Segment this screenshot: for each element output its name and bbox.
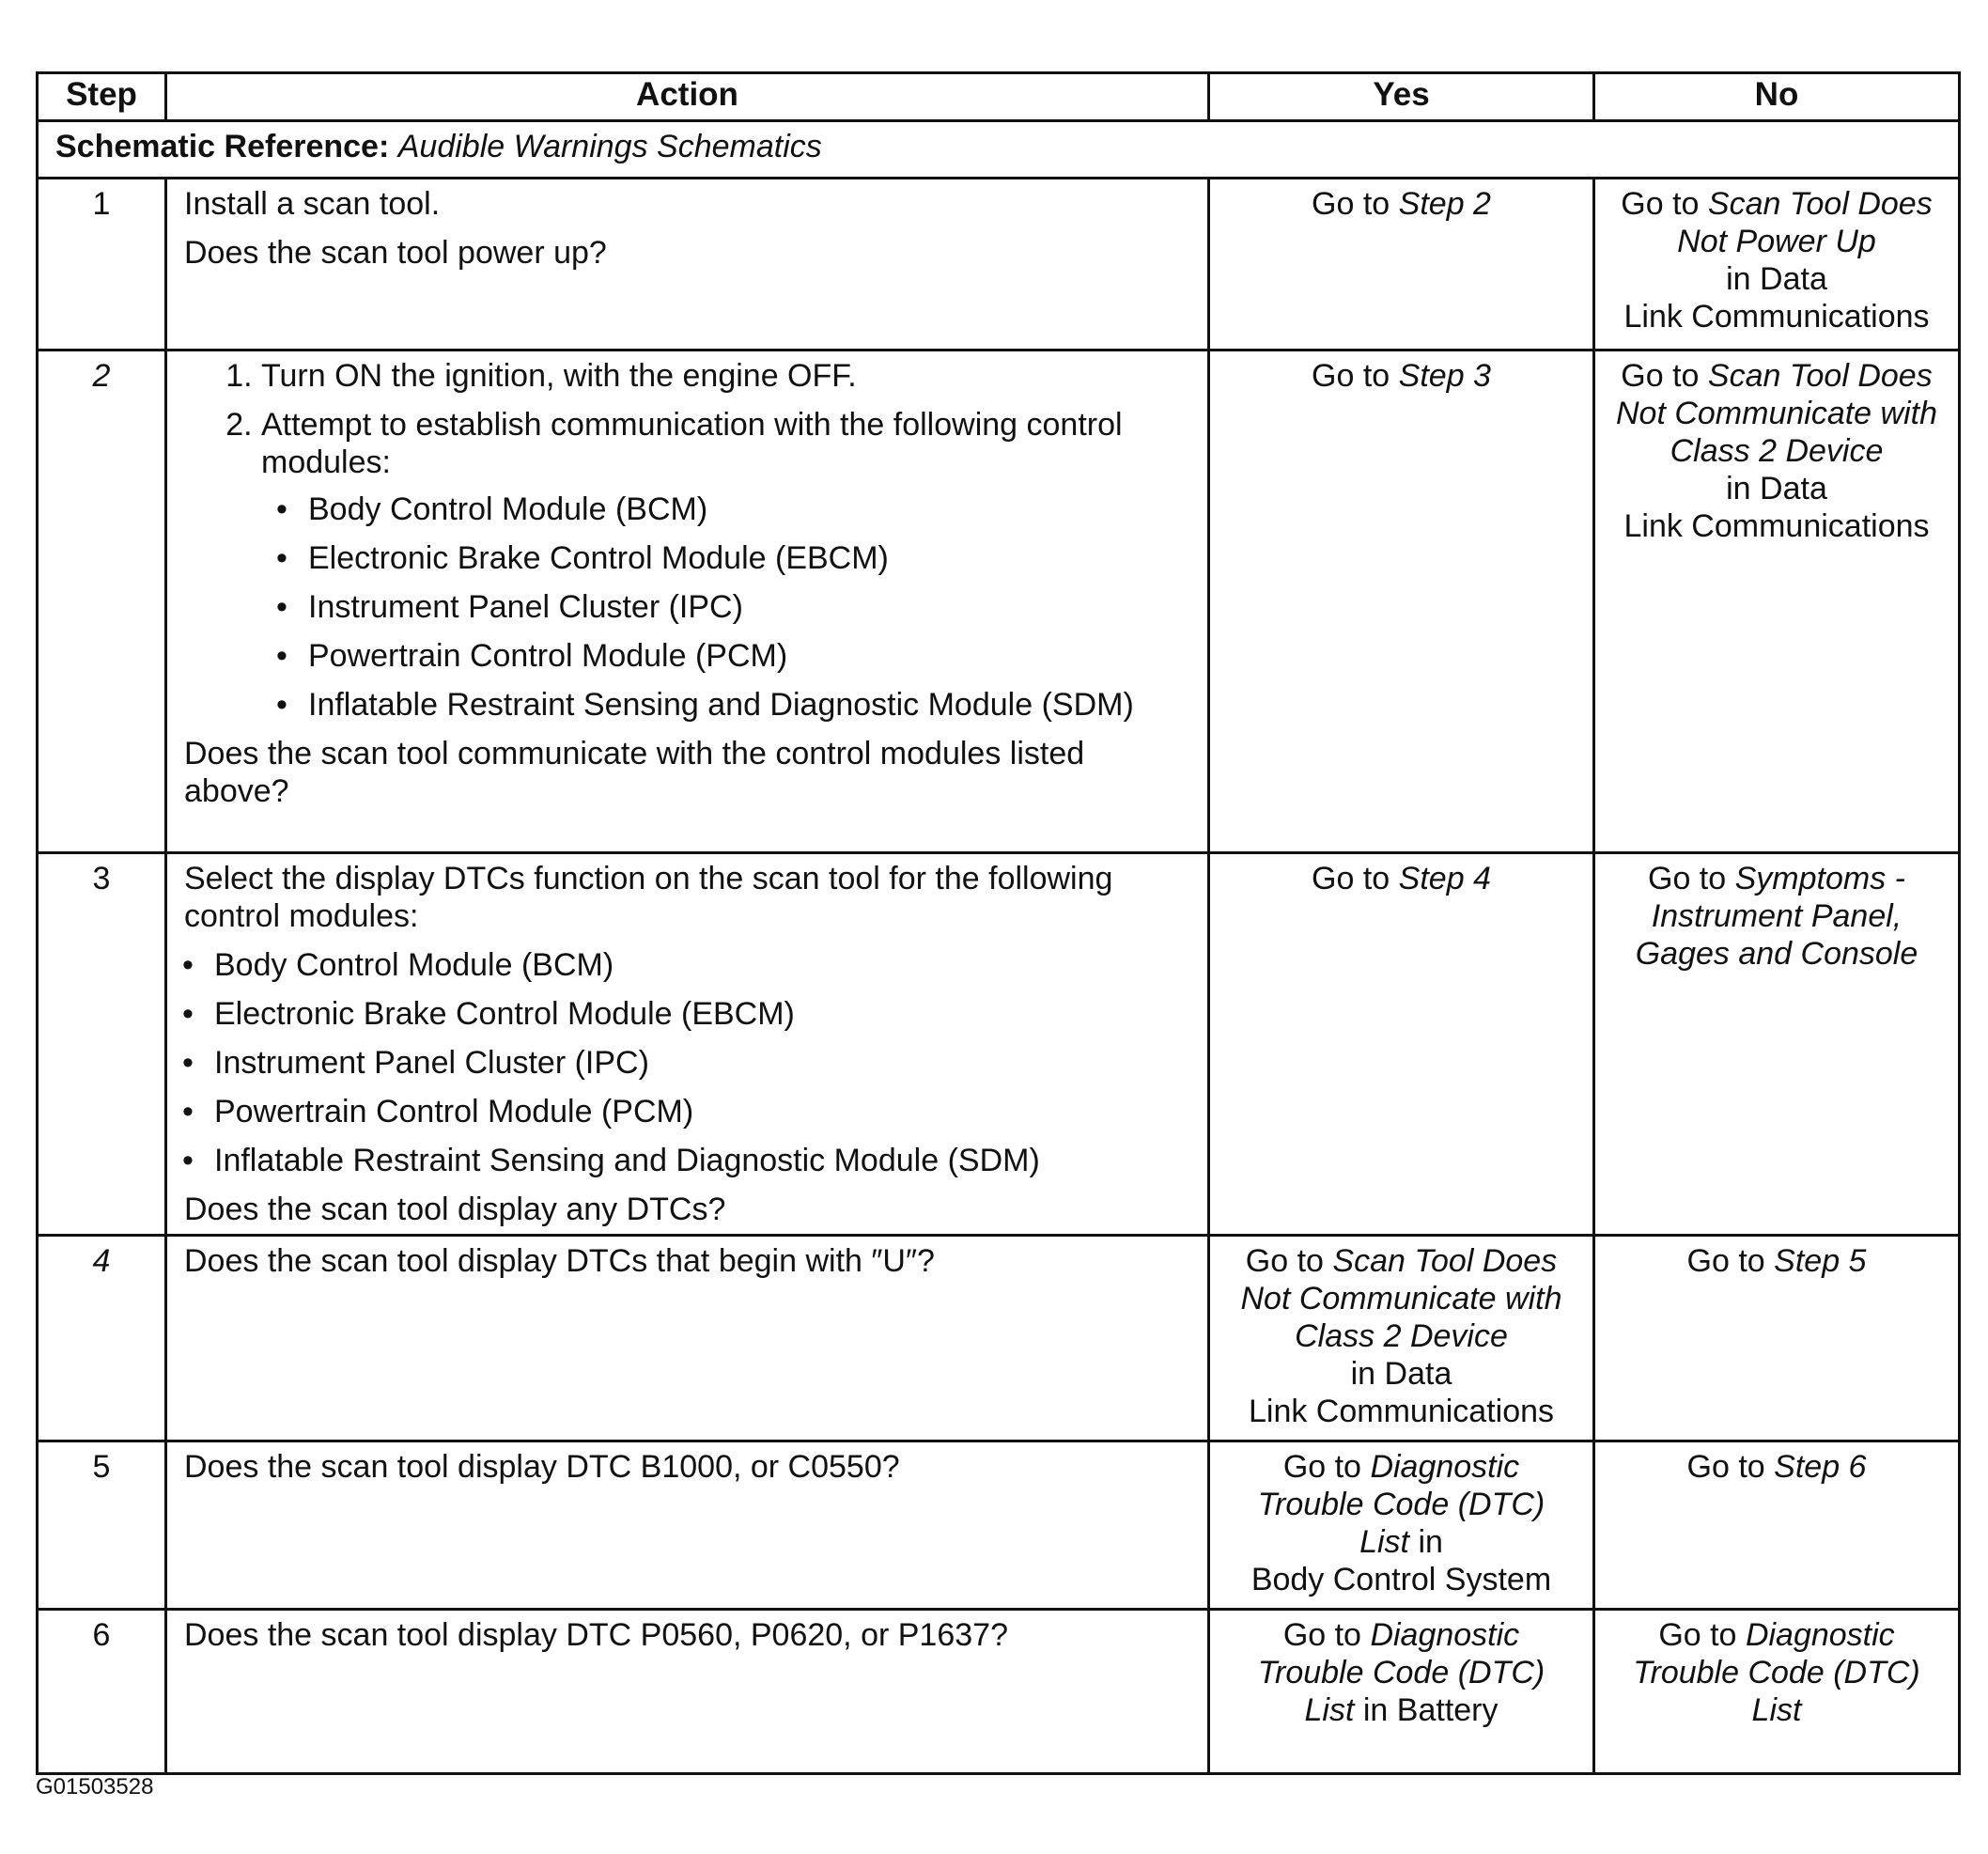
header-step: Step bbox=[38, 73, 166, 121]
step-action bbox=[166, 853, 1209, 1236]
list-item: • Electronic Brake Control Module (EBCM) bbox=[308, 539, 1190, 577]
action-step-text: Attempt to establish communication with the following control modules: bbox=[261, 407, 1123, 480]
no-target: Instrument Panel, bbox=[1651, 898, 1903, 934]
yes-prefix: Go to bbox=[1282, 1449, 1361, 1485]
yes-target: Not Communicate with bbox=[1240, 1281, 1562, 1316]
header-row bbox=[38, 73, 1960, 121]
step-number: 4 bbox=[38, 1236, 166, 1441]
yes-cell bbox=[1209, 853, 1594, 1236]
action-question: Does the scan tool display DTC P0560, P0620, or P1637? bbox=[184, 1617, 1008, 1653]
yes-cell bbox=[1209, 1441, 1594, 1610]
action-text: Select the display DTCs function on the scan tool for the following control modules: bbox=[184, 861, 1113, 934]
action-text: Install a scan tool. bbox=[184, 186, 441, 222]
action-step bbox=[261, 406, 1190, 724]
diagnostic-table bbox=[36, 71, 1961, 1775]
yes-text: in bbox=[1418, 1524, 1443, 1560]
no-target: Step 5 bbox=[1774, 1243, 1867, 1279]
schematic-reference-value: Audible Warnings Schematics bbox=[397, 129, 822, 164]
yes-prefix: Go to bbox=[1245, 1243, 1324, 1279]
step-number: 3 bbox=[38, 853, 166, 1236]
list-item: • Powertrain Control Module (PCM) bbox=[214, 1093, 1190, 1130]
header-action: Action bbox=[166, 73, 1209, 121]
module-list bbox=[184, 946, 1190, 1179]
no-prefix: Go to bbox=[1648, 861, 1727, 896]
yes-prefix: Go to bbox=[1312, 358, 1390, 394]
yes-target: Diagnostic bbox=[1370, 1449, 1520, 1485]
list-item: • Instrument Panel Cluster (IPC) bbox=[214, 1044, 1190, 1082]
no-target: List bbox=[1751, 1692, 1802, 1728]
no-prefix: Go to bbox=[1686, 1449, 1765, 1485]
no-target: Step 6 bbox=[1774, 1449, 1867, 1485]
step-action bbox=[166, 1610, 1209, 1774]
no-prefix: Go to bbox=[1686, 1243, 1765, 1279]
yes-prefix: Go to bbox=[1312, 861, 1390, 896]
yes-target: List bbox=[1359, 1524, 1409, 1560]
no-target: Diagnostic bbox=[1745, 1617, 1895, 1653]
list-item: • Body Control Module (BCM) bbox=[214, 946, 1190, 984]
no-cell bbox=[1594, 1236, 1960, 1441]
no-text: in Data bbox=[1726, 471, 1827, 506]
list-item: • Inflatable Restraint Sensing and Diagnostic Module (SDM) bbox=[308, 686, 1190, 724]
no-cell bbox=[1594, 1610, 1960, 1774]
yes-cell bbox=[1209, 179, 1594, 351]
no-text: in Data bbox=[1726, 261, 1827, 297]
no-target: Scan Tool Does bbox=[1707, 186, 1933, 222]
yes-text: Link Communications bbox=[1248, 1394, 1555, 1429]
yes-prefix: Go to bbox=[1312, 186, 1390, 222]
schematic-reference-row bbox=[38, 121, 1960, 179]
table-row bbox=[38, 179, 1960, 351]
yes-prefix: Go to bbox=[1282, 1617, 1361, 1653]
header-no: No bbox=[1594, 73, 1960, 121]
table-row bbox=[38, 1610, 1960, 1774]
action-question: Does the scan tool communicate with the control modules listed above? bbox=[184, 736, 1085, 809]
yes-cell bbox=[1209, 351, 1594, 853]
no-target: Gages and Console bbox=[1635, 936, 1918, 972]
yes-cell bbox=[1209, 1610, 1594, 1774]
action-question: Does the scan tool display DTC B1000, or C0550? bbox=[184, 1449, 900, 1485]
yes-target: Step 4 bbox=[1398, 861, 1491, 896]
step-number: 5 bbox=[38, 1441, 166, 1610]
schematic-reference-label: Schematic Reference: bbox=[55, 129, 390, 164]
no-cell bbox=[1594, 351, 1960, 853]
action-question: Does the scan tool display DTCs that begin with ″U″? bbox=[184, 1243, 935, 1279]
no-prefix: Go to bbox=[1621, 358, 1700, 394]
no-prefix: Go to bbox=[1658, 1617, 1737, 1653]
list-item: • Instrument Panel Cluster (IPC) bbox=[308, 588, 1190, 626]
figure-id: G01503528 bbox=[36, 1774, 154, 1799]
yes-text: in Data bbox=[1350, 1356, 1452, 1392]
no-text: Link Communications bbox=[1623, 508, 1930, 544]
no-target: Not Communicate with bbox=[1615, 396, 1937, 431]
list-item: • Body Control Module (BCM) bbox=[308, 491, 1190, 528]
yes-cell bbox=[1209, 1236, 1594, 1441]
header-yes: Yes bbox=[1209, 73, 1594, 121]
table-row bbox=[38, 853, 1960, 1236]
table-row bbox=[38, 1236, 1960, 1441]
module-list bbox=[261, 491, 1190, 724]
list-item: • Electronic Brake Control Module (EBCM) bbox=[214, 995, 1190, 1033]
yes-target: Scan Tool Does bbox=[1332, 1243, 1558, 1279]
no-target: Symptoms - bbox=[1734, 861, 1905, 896]
no-prefix: Go to bbox=[1621, 186, 1700, 222]
step-number: 1 bbox=[38, 179, 166, 351]
no-text: Link Communications bbox=[1623, 299, 1930, 335]
yes-target: List bbox=[1304, 1692, 1355, 1728]
no-target: Class 2 Device bbox=[1670, 433, 1884, 469]
no-cell bbox=[1594, 853, 1960, 1236]
schematic-reference bbox=[38, 121, 1960, 179]
step-action bbox=[166, 351, 1209, 853]
no-target: Scan Tool Does bbox=[1707, 358, 1933, 394]
yes-target: Trouble Code (DTC) bbox=[1257, 1487, 1545, 1522]
yes-text: Body Control System bbox=[1250, 1562, 1552, 1597]
no-target: Trouble Code (DTC) bbox=[1633, 1655, 1920, 1690]
yes-target: Class 2 Device bbox=[1295, 1318, 1508, 1354]
step-action bbox=[166, 1236, 1209, 1441]
table-row bbox=[38, 1441, 1960, 1610]
yes-target: Diagnostic bbox=[1370, 1617, 1520, 1653]
list-item: • Powertrain Control Module (PCM) bbox=[308, 637, 1190, 675]
yes-text: in Battery bbox=[1362, 1692, 1499, 1728]
yes-target: Trouble Code (DTC) bbox=[1257, 1655, 1545, 1690]
action-steps bbox=[184, 357, 1190, 724]
step-number: 6 bbox=[38, 1610, 166, 1774]
action-step: 1. Turn ON the ignition, with the engine OFF. bbox=[261, 357, 1190, 395]
step-action bbox=[166, 1441, 1209, 1610]
no-cell bbox=[1594, 1441, 1960, 1610]
table-row bbox=[38, 351, 1960, 853]
list-item: • Inflatable Restraint Sensing and Diagnostic Module (SDM) bbox=[214, 1142, 1190, 1179]
no-target: Not Power Up bbox=[1677, 224, 1876, 259]
action-question: Does the scan tool display any DTCs? bbox=[184, 1192, 726, 1227]
yes-target: Step 3 bbox=[1398, 358, 1491, 394]
step-action bbox=[166, 179, 1209, 351]
step-number: 2 bbox=[38, 351, 166, 853]
no-cell bbox=[1594, 179, 1960, 351]
yes-target: Step 2 bbox=[1398, 186, 1491, 222]
action-question: Does the scan tool power up? bbox=[184, 235, 607, 271]
